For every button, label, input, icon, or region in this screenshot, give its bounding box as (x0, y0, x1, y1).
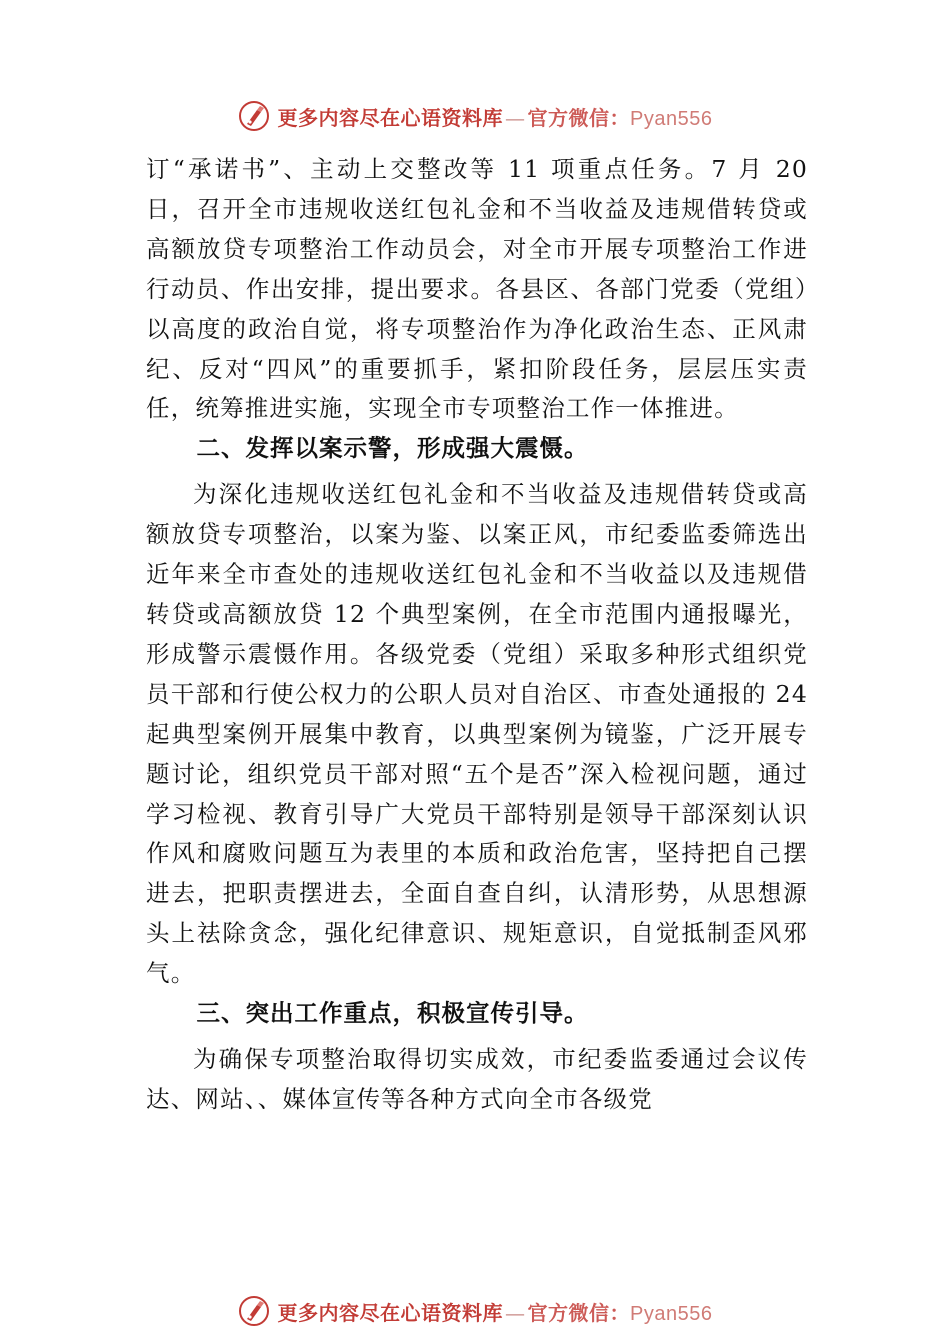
body-paragraph-3: 为确保专项整治取得切实成效，市纪委监委通过会议传达、网站、、媒体宣传等各种方式向全市各级党 (146, 1044, 808, 1113)
watermark-brand: 更多内容尽在心语资料库 (277, 105, 504, 130)
header-watermark (0, 96, 950, 136)
section-heading-2: 二、发挥以案示警，形成强大震慑。 (196, 434, 589, 463)
document-body (146, 150, 808, 1120)
section-heading-3: 三、突出工作重点，积极宣传引导。 (196, 999, 589, 1028)
pen-nib-logo-icon (238, 1295, 270, 1327)
watermark-wechat-label: 官方微信： (527, 105, 631, 130)
body-paragraph-2: 为深化违规收送红包礼金和不当收益及违规借转贷或高额放贷专项整治，以案为鉴、以案正风，市纪委监委筛选出近年来全市查处的违规收送红包礼金和不当收益以及违规借转贷或高额放贷 12 个典型案例，在全市范围内通报曝光，形成警示震慑作用。各级党委（党组）采取多种形式组织党员干部和行使公权力的公职人员对自治区、市查处通报的 24 起典型案例开展集中教育，以典型案例为镜鉴，广泛开展专题讨论，组织党员干部对照“五个是否”深入检视问题，通过学习检视、教育引导广大党员干部特别是领导干部深刻认识作风和腐败问题互为表里的本质和政治危害，坚持把自己摆进去，把职责摆进去，全面自查自纠，认清形势，从思想源头上祛除贪念，强化纪律意识、规矩意识，自觉抵制歪风邪气。 (146, 480, 808, 988)
body-paragraph-1: 订“承诺书”、主动上交整改等 11 项重点任务。7 月 20 日，召开全市违规收送红包礼金和不当收益及违规借转贷或高额放贷专项整治工作动员会，对全市开展专项整治工作进行动员、作出安排，提出要求。各县区、各部门党委（党组）以高度的政治自觉，将专项整治作为净化政治生态、正风肃纪、反对“四风”的重要抓手，紧扣阶段任务，层层压实责任，统筹推进实施，实现全市专项整治工作一体推进。 (146, 155, 808, 423)
watermark-text (278, 102, 713, 131)
watermark-wechat-id: Pyan556 (630, 107, 713, 130)
watermark-separator: — (505, 1300, 526, 1325)
watermark-separator: — (505, 105, 526, 130)
pen-nib-logo-icon (238, 100, 270, 132)
watermark-wechat-label: 官方微信： (527, 1300, 631, 1325)
footer-watermark (0, 1291, 950, 1331)
watermark-wechat-id: Pyan556 (630, 1302, 713, 1325)
watermark-brand: 更多内容尽在心语资料库 (277, 1300, 504, 1325)
watermark-text (278, 1297, 713, 1326)
